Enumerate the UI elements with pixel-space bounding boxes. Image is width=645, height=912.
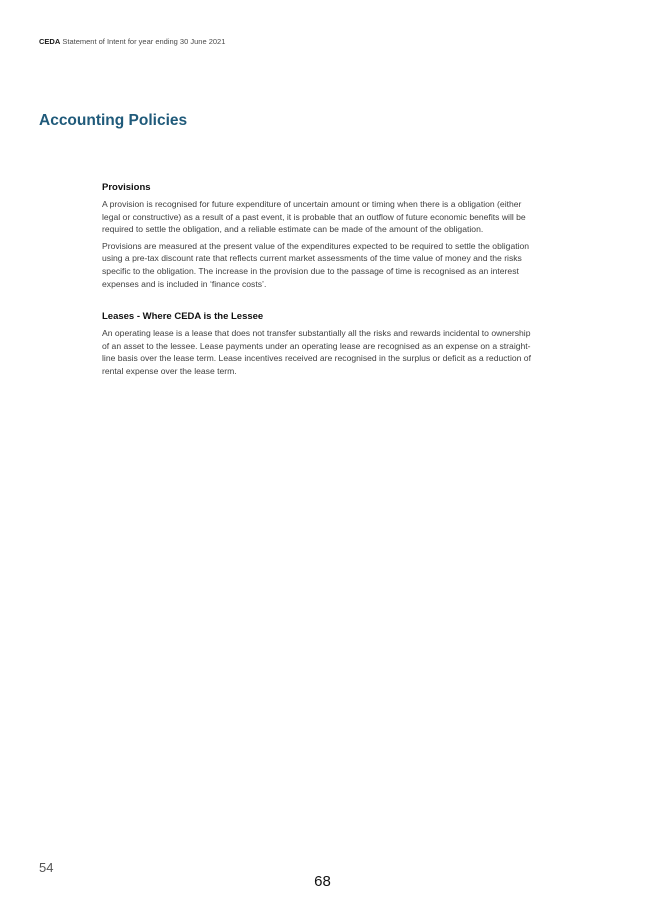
header-brand: CEDA — [39, 37, 61, 46]
section-leases — [102, 311, 540, 377]
section-heading-leases: Leases - Where CEDA is the Lessee — [102, 311, 264, 323]
section-heading-provisions: Provisions — [102, 182, 151, 193]
content-body — [102, 182, 540, 382]
header-text: Statement of Intent for year ending 30 June 2021 — [62, 37, 226, 46]
pdf-page-number: 68 — [314, 873, 331, 890]
provisions-paragraph-1: A provision is recognised for future expenditure of uncertain amount or timing when there is a obligation (either legal or constructive) as a result of a past event, it is probable that an outflow of future economic benefits will be required to settle the obligation, and a reliable estimate can be made of the amount of the obligation. — [102, 199, 526, 235]
page-title: Accounting Policies — [39, 112, 188, 129]
document-page-number: 54 — [39, 860, 54, 875]
running-header — [39, 37, 225, 46]
section-provisions — [102, 182, 540, 290]
provisions-paragraph-2: Provisions are measured at the present value of the expenditures expected to be required to settle the obligation using a pre-tax discount rate that reflects current market assessments of the time value of money and the risks specific to the obligation. The increase in the provision due to the passage of time is recognised as an interest expenses and is included in ‘finance costs’. — [102, 240, 530, 289]
leases-paragraph-1: An operating lease is a lease that does not transfer substantially all the risks and rewards incidental to ownership of an asset to the lessee. Lease payments under an operating lease are recognised as an expense on a straight-line basis over the lease term. Lease incentives received are recognised in the surplus or deficit as a reduction of rental expense over the lease term. — [102, 328, 531, 376]
